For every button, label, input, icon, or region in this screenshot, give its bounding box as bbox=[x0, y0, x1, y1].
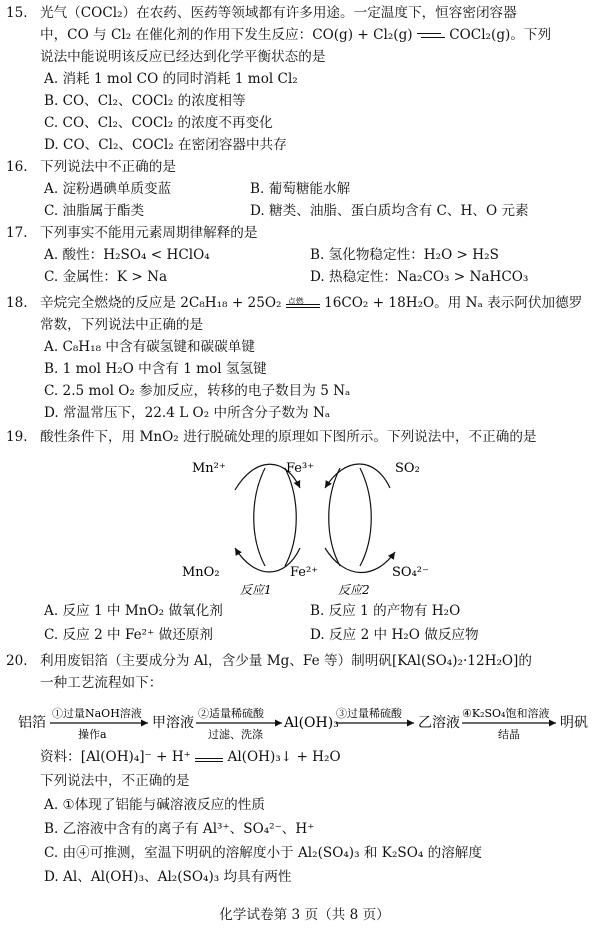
flow-op-4: 结晶 bbox=[498, 728, 520, 741]
q20-number: 20. bbox=[6, 653, 28, 669]
q15-option-a[interactable]: A. 消耗 1 mol CO 的同时消耗 1 mol Cl₂ bbox=[44, 71, 298, 87]
q18-stem-line1-b: 16CO₂ + 18H₂O。用 Nₐ 表示阿伏加德罗 bbox=[324, 295, 583, 311]
flow-step-solution-b: 乙溶液 bbox=[418, 715, 460, 731]
flow-step-foil: 铝箔 bbox=[18, 715, 46, 731]
reaction-arrow-icon bbox=[286, 296, 320, 312]
q17-option-a[interactable]: A. 酸性：H₂SO₄ < HClO₄ bbox=[44, 247, 210, 263]
label-mn2plus: Mn²⁺ bbox=[192, 461, 226, 476]
label-so2: SO₂ bbox=[395, 461, 420, 476]
q18-option-c[interactable]: C. 2.5 mol O₂ 参加反应，转移的电子数目为 5 Nₐ bbox=[44, 383, 351, 399]
equilibrium-arrow-icon bbox=[417, 31, 445, 41]
q18-option-b[interactable]: B. 1 mol H₂O 中含有 1 mol 氢氢键 bbox=[44, 361, 267, 377]
desulfurization-cycle-diagram bbox=[0, 448, 609, 598]
q17-option-d[interactable]: D. 热稳定性：Na₂CO₃ > NaHCO₃ bbox=[310, 269, 529, 285]
q20-info bbox=[40, 748, 341, 766]
reaction-condition: 点燃 bbox=[287, 296, 304, 306]
q15-option-c[interactable]: C. CO、Cl₂、COCl₂ 的浓度不再变化 bbox=[44, 115, 273, 131]
flow-step-alum: 明矾 bbox=[560, 715, 588, 731]
q20-info-a: 资料：[Al(OH)₄]⁻ + H⁺ bbox=[40, 749, 191, 765]
q18-stem-line1 bbox=[40, 294, 582, 312]
equals-arrow-icon bbox=[195, 750, 223, 766]
q20-option-a[interactable]: A. ①体现了铝能与碱溶液反应的性质 bbox=[44, 797, 265, 813]
q20-stem-line1: 利用废铝箔（主要成分为 Al，含少量 Mg、Fe 等）制明矾[KAl(SO₄)₂·12H₂O]的 bbox=[40, 653, 532, 669]
q16-option-c[interactable]: C. 油脂属于酯类 bbox=[44, 203, 145, 219]
label-reaction2: 反应2 bbox=[338, 583, 370, 597]
label-mno2: MnO₂ bbox=[182, 565, 220, 580]
q18-option-a[interactable]: A. C₈H₁₈ 中含有碳氢键和碳碳单键 bbox=[44, 339, 255, 355]
q15-number: 15. bbox=[6, 5, 28, 21]
cycle2-top-arc bbox=[325, 464, 390, 488]
q19-option-c[interactable]: C. 反应 2 中 Fe²⁺ 做还原剂 bbox=[44, 627, 214, 643]
q15-stem-line2-a: 中，CO 与 Cl₂ 在催化剂的作用下发生反应：CO(g) + Cl₂(g) bbox=[40, 27, 413, 43]
cycle1-left-arc bbox=[254, 468, 265, 566]
cycle2-left-arc bbox=[329, 468, 340, 566]
q20-stem-line2: 一种工艺流程如下： bbox=[40, 675, 163, 691]
q16-option-d[interactable]: D. 糖类、油脂、蛋白质均含有 C、H、O 元素 bbox=[250, 203, 529, 219]
q15-stem-line3: 说法中能说明该反应已经达到化学平衡状态的是 bbox=[40, 49, 326, 65]
q20-info-b: Al(OH)₃↓ + H₂O bbox=[227, 749, 341, 765]
q19-option-a[interactable]: A. 反应 1 中 MnO₂ 做氧化剂 bbox=[44, 603, 223, 619]
flow-step-aloh3: Al(OH)₃ bbox=[284, 715, 339, 731]
cycle1-right-arc bbox=[285, 468, 296, 566]
q17-stem: 下列事实不能用元素周期律解释的是 bbox=[40, 225, 258, 241]
q15-stem-line2-b: COCl₂(g)。下列 bbox=[449, 27, 552, 43]
q20-option-d[interactable]: D. Al、Al(OH)₃、Al₂(SO₄)₃ 均具有两性 bbox=[44, 869, 292, 885]
flow-reagent-2: ②适量稀硫酸 bbox=[198, 707, 264, 720]
q16-stem: 下列说法中不正确的是 bbox=[40, 159, 176, 175]
q17-number: 17. bbox=[6, 225, 28, 241]
q17-option-c[interactable]: C. 金属性：K > Na bbox=[44, 269, 168, 285]
q19-number: 19. bbox=[6, 429, 28, 445]
label-fe2plus: Fe²⁺ bbox=[290, 565, 319, 580]
q16-number: 16. bbox=[6, 159, 28, 175]
label-fe3plus-top: Fe³⁺ bbox=[286, 461, 315, 476]
q15-stem-line1: 光气（COCl₂）在农药、医药等领域都有许多用途。一定温度下，恒容密闭容器 bbox=[40, 5, 517, 21]
flow-reagent-1: ①过量NaOH溶液 bbox=[52, 707, 142, 720]
flow-op-1: 操作a bbox=[78, 728, 107, 741]
q16-option-a[interactable]: A. 淀粉遇碘单质变蓝 bbox=[44, 181, 172, 197]
label-so4: SO₄²⁻ bbox=[392, 565, 429, 580]
q15-option-b[interactable]: B. CO、Cl₂、COCl₂ 的浓度相等 bbox=[44, 93, 246, 109]
cycle2-right-arc bbox=[360, 468, 371, 566]
q15-option-d[interactable]: D. CO、Cl₂、COCl₂ 在密闭容器中共存 bbox=[44, 137, 287, 153]
flow-step-solution-a: 甲溶液 bbox=[152, 715, 194, 731]
q18-stem-line1-a: 辛烷完全燃烧的反应是 2C₈H₁₈ + 25O₂ bbox=[40, 295, 282, 311]
q20-stem: 下列说法中，不正确的是 bbox=[40, 773, 190, 789]
cycle2-bottom-arc bbox=[325, 548, 395, 573]
q19-stem: 酸性条件下，用 MnO₂ 进行脱硫处理的原理如下图所示。下列说法中，不正确的是 bbox=[40, 429, 537, 445]
q19-option-b[interactable]: B. 反应 1 的产物有 H₂O bbox=[310, 603, 461, 619]
label-reaction1: 反应1 bbox=[240, 583, 272, 597]
q17-option-b[interactable]: B. 氢化物稳定性：H₂O > H₂S bbox=[310, 247, 499, 263]
flow-reagent-4: ④K₂SO₄饱和溶液 bbox=[462, 707, 550, 720]
q20-option-c[interactable]: C. 由④可推测，室温下明矾的溶解度小于 Al₂(SO₄)₃ 和 K₂SO₄ 的溶解度 bbox=[44, 845, 482, 861]
q16-option-b[interactable]: B. 葡萄糖能水解 bbox=[250, 181, 351, 197]
q20-option-b[interactable]: B. 乙溶液中含有的离子有 Al³⁺、SO₄²⁻、H⁺ bbox=[44, 821, 315, 837]
page-footer: 化学试卷第 3 页（共 8 页） bbox=[219, 907, 390, 923]
q19-option-d[interactable]: D. 反应 2 中 H₂O 做反应物 bbox=[310, 627, 479, 643]
flow-reagent-3: ③过量稀硫酸 bbox=[336, 707, 402, 720]
q15-stem-line2 bbox=[40, 26, 551, 44]
q18-number: 18. bbox=[6, 295, 28, 311]
process-flow-diagram bbox=[0, 700, 609, 744]
q18-stem-line2: 常数，下列说法中正确的是 bbox=[40, 317, 204, 333]
flow-op-2: 过滤、洗涤 bbox=[208, 728, 263, 741]
q18-option-d[interactable]: D. 常温常压下，22.4 L O₂ 中所含分子数为 Nₐ bbox=[44, 405, 331, 421]
